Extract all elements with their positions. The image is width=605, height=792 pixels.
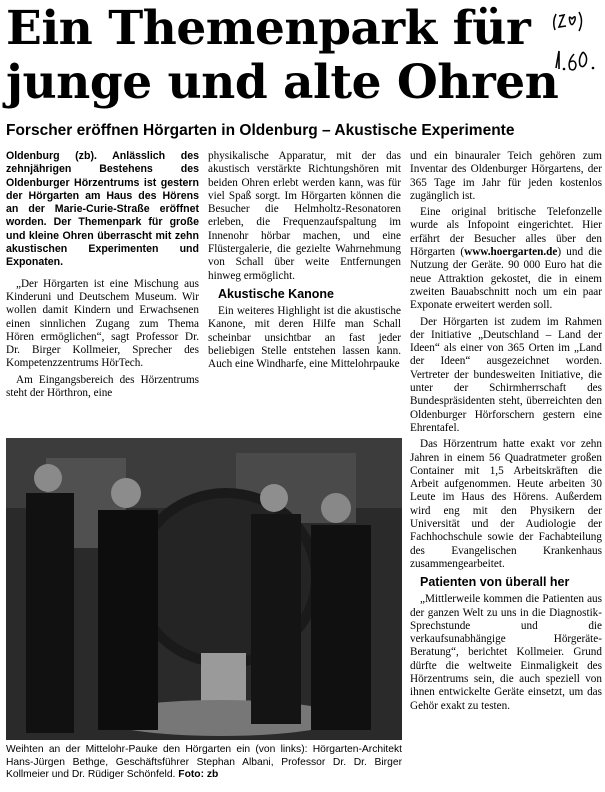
column-1 <box>6 150 199 403</box>
subheadline: Forscher eröffnen Hörgarten in Oldenburg – Akustische Experimente <box>6 122 515 139</box>
headline-line-1: Ein Themenpark für <box>6 1 531 56</box>
headline <box>6 1 559 110</box>
body-paragraph: „Der Hörgarten ist eine Mischung aus Kinderuni und Deutschem Museum. Wir wollen damit Kindern und Erwachsenen einen sinnlichen Zugang zum Thema Hören ermöglichen“, sagt Professor Dr. Dr. Birger Kollmeier, Sprecher des Kompetenzzentrums HörTech. <box>6 277 199 370</box>
photo-credit: Foto: zb <box>178 769 219 780</box>
photo-caption <box>6 744 402 782</box>
body-text: ) und die Nutzung der Geräte. 90 000 Euro hat die neue Attraktion gekostet, die in einem zweiten Bauabschnitt noch um ein paar Exponate erweitert werden soll. <box>410 246 602 312</box>
news-photo <box>6 438 402 740</box>
section-heading: Akustische Kanone <box>218 286 335 301</box>
section-heading: Patienten von überall her <box>420 575 570 590</box>
lead-paragraph: Oldenburg (zb). Anlässlich des zehnjährigen Bestehens des Oldenburger Hörzentrums ist gestern der Hörgarten am Haus des Hörens an der Marie-Curie-Straße eröffnet worden. Der Themenpark für große und kleine Ohren überrascht mit zehn akustischen Experimenten und Exponaten. <box>6 150 199 269</box>
caption-text: Weihten an der Mittelohr-Pauke den Hörgarten ein (von links): Hörgarten-Architekt Hans-Jürgen Bethge, Geschäftsführer Stephan Albani, Professor Dr. Dr. Birger Kollmeier und Dr. Rüdiger Schönfeld. <box>6 744 402 780</box>
body-paragraph: Der Hörgarten ist zudem im Rahmen der Initiative „Deutschland – Land der Ideen“ als einer von 365 Orten im „Land der Ideen“ ausgezeichnet worden. Vertreter der bundesweiten Initiative, die unter der Schirmherrschaft des Bundespräsidenten steht, überreichten den Oldenburger Hörforschern gestern eine Ehrentafel. <box>410 315 602 434</box>
body-paragraph: Das Hörzentrum hatte exakt vor zehn Jahren in einem 56 Quadratmeter großen Container mit 1,5 Arbeitskräften die Arbeit aufgenommen. Heute arbeiten 30 Leute im Haus des Hörens. Außerdem wird eng mit den Physikern der Universität und der Audiologie der Fachhochschule sowie der Fachabteilung des Evangelischen Krankenhaus zusammengearbeitet. <box>410 438 602 570</box>
column-3 <box>410 150 602 716</box>
body-paragraph: und ein binauraler Teich gehören zum Inventar des Oldenburger Hörgartens, der 365 Tage im Jahr für jeden kostenlos zugänglich ist. <box>410 150 602 202</box>
photo-illustration <box>6 438 402 740</box>
body-paragraph: Ein weiteres Highlight ist die akustische Kanone, mit deren Hilfe man Schall scheinbar unsichtbar an fast jeder beliebigen Stelle entstehen lassen kann. Auch eine Windharfe, eine Mittelohrpauke <box>208 304 401 371</box>
column-2 <box>208 150 401 374</box>
handwritten-note <box>548 6 604 82</box>
body-paragraph: „Mittlerweile kommen die Patienten aus der ganzen Welt zu uns in die Diagnostik-Sprechstunde und die verkaufsunabhängige Hörgeräte-Beratung“, berichtet Kollmeier. Grund dürfte die weltweite Einmaligkeit des Hörzentrums sein, die auch speziell von ihnen entwickelte Geräte einsetzt, um das Gehör exakt zu testen. <box>410 593 602 712</box>
website-url: www.hoergarten.de <box>464 246 558 259</box>
body-text: Eine original britische Telefonzelle wurde als Infopoint eingerichtet. Hier erfährt der Besucher alles über den Hörgarten ( <box>410 206 602 259</box>
headline-line-2: junge und alte Ohren <box>6 55 559 110</box>
body-paragraph: physikalische Apparatur, mit der das akustisch verstärkte Richtungshören mit beiden Ohren erlebt werden kann, was für viel Spaß sorgt. Im Hörgarten können die Besucher die Helmholtz-Resonatoren erleben, die Frequenzaufspaltung im Innenohr hörbar machen, und eine Flüstergalerie, die gezielte Wahrnehmung von Schall über weite Entfernungen hinweg ermöglicht. <box>208 150 401 282</box>
body-paragraph <box>410 206 602 312</box>
body-paragraph: Am Eingangsbereich des Hörzentrums steht der Hörthron, eine <box>6 373 199 400</box>
